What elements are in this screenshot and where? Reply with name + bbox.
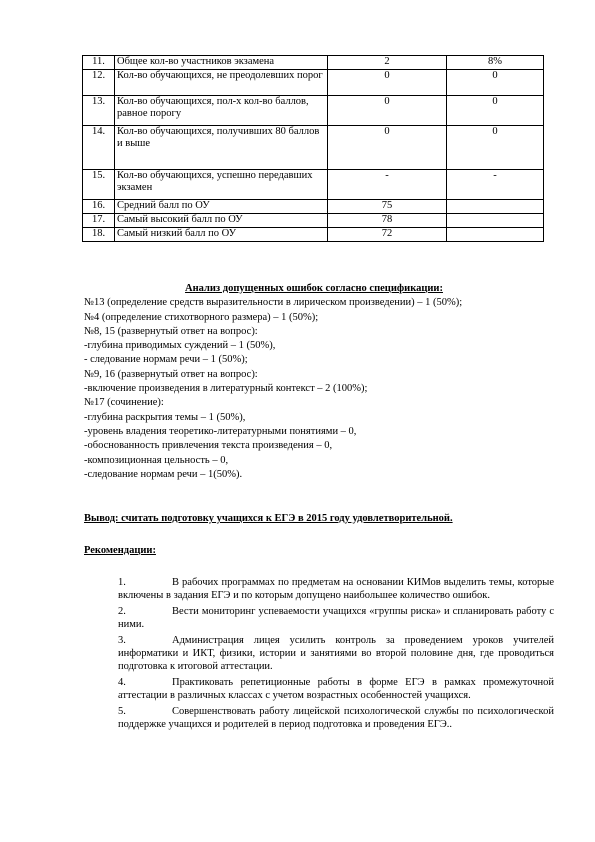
analysis-line: - следование нормам речи – 1 (50%); [84,354,248,366]
row-percent: 0 [447,96,544,126]
row-percent [447,214,544,228]
row-count: - [328,170,447,200]
recommendation-number: 1. [118,577,126,588]
recommendation-item [118,577,554,602]
error-analysis [84,282,544,482]
recommendation-number: 4. [118,677,126,689]
recommendation-number: 5. [118,706,126,718]
table-row [83,228,544,242]
analysis-line: -композиционная цельность – 0, [84,454,229,466]
analysis-line: -следование нормам речи – 1(50%). [84,468,243,480]
analysis-line: -уровень владения теоретико-литературными понятиями – 0, [84,425,357,437]
row-number: 16. [83,200,115,214]
row-number: 17. [83,214,115,228]
row-count: 78 [328,214,447,228]
table-row [83,200,544,214]
row-label: Кол-во обучающихся, не преодолевших порог [115,70,328,96]
row-count: 0 [328,126,447,170]
analysis-line: №4 (определение стихотворного размера) – 1 (50%); [84,311,319,323]
analysis-line: №13 (определение средств выразительности в лирическом произведении) – 1 (50%); [84,297,463,309]
recommendation-number: 3. [118,635,126,647]
recommendation-text: Администрация лицея усилить контроль за проведением уроков учителей информатики и ИКТ, физики, истории и занятиями во второй половине дня, где проводиться подготовка к итоговой аттестации. [118,635,554,672]
row-number: 13. [83,96,115,126]
recommendation-item [118,706,554,731]
row-percent: 8% [447,56,544,70]
analysis-line: -включение произведения в литературный контекст – 2 (100%); [84,383,368,395]
recommendation-text: Совершенствовать работу лицейской психологической службы по психологической поддержке учащихся и родителей в период подготовка и проведения ЕГЭ.. [118,706,554,730]
recommendation-item [118,677,554,702]
table-row [83,214,544,228]
row-percent [447,200,544,214]
row-label: Самый высокий балл по ОУ [115,214,328,228]
row-count: 75 [328,200,447,214]
row-number: 15. [83,170,115,200]
analysis-line: №9, 16 (развернутый ответ на вопрос): [84,368,258,380]
row-label: Самый низкий балл по ОУ [115,228,328,242]
recommendation-text: В рабочих программах по предметам на основании КИМов выделить темы, которые включены в задания ЕГЭ и по которым допущено наибольшее количество ошибок. [118,577,554,601]
table-row [83,70,544,96]
recommendations-title: Рекомендации: [84,545,156,556]
analysis-line: -глубина раскрытия темы – 1 (50%), [84,411,246,423]
recommendation-text: Практиковать репетиционные работы в форме ЕГЭ в рамках промежуточной аттестации в различных классах с учетом возрастных особенностей учащихся. [118,677,554,701]
conclusion: Вывод: считать подготовку учащихся к ЕГЭ в 2015 году удовлетворительной. [84,513,453,524]
row-count: 0 [328,96,447,126]
row-label: Общее кол-во участников экзамена [115,56,328,70]
row-label: Кол-во обучающихся, успешно передавших экзамен [115,170,328,200]
table-row [83,96,544,126]
analysis-line: №17 (сочинение): [84,397,164,409]
analysis-line: -обоснованность привлечения текста произведения – 0, [84,440,333,452]
row-count: 2 [328,56,447,70]
row-number: 12. [83,70,115,96]
table-row [83,56,544,70]
row-number: 14. [83,126,115,170]
recommendation-number: 2. [118,606,126,618]
recommendation-item [118,606,554,631]
row-percent: 0 [447,126,544,170]
table-row [83,170,544,200]
analysis-line: №8, 15 (развернутый ответ на вопрос): [84,325,258,337]
analysis-line: -глубина приводимых суждений – 1 (50%), [84,340,276,352]
analysis-title: Анализ допущенных ошибок согласно спецификации: [185,283,443,294]
row-percent: 0 [447,70,544,96]
row-label: Средний балл по ОУ [115,200,328,214]
row-count: 72 [328,228,447,242]
row-label: Кол-во обучающихся, пол-х кол-во баллов, равное порогу [115,96,328,126]
recommendation-item [118,635,554,673]
row-label: Кол-во обучающихся, получивших 80 баллов и выше [115,126,328,170]
row-count: 0 [328,70,447,96]
table-row [83,126,544,170]
recommendation-text: Вести мониторинг успеваемости учащихся «группы риска» и спланировать работу с ними. [118,606,554,630]
row-number: 18. [83,228,115,242]
results-table [82,55,544,242]
recommendations-list [118,577,554,736]
row-percent [447,228,544,242]
row-percent: - [447,170,544,200]
row-number: 11. [83,56,115,70]
